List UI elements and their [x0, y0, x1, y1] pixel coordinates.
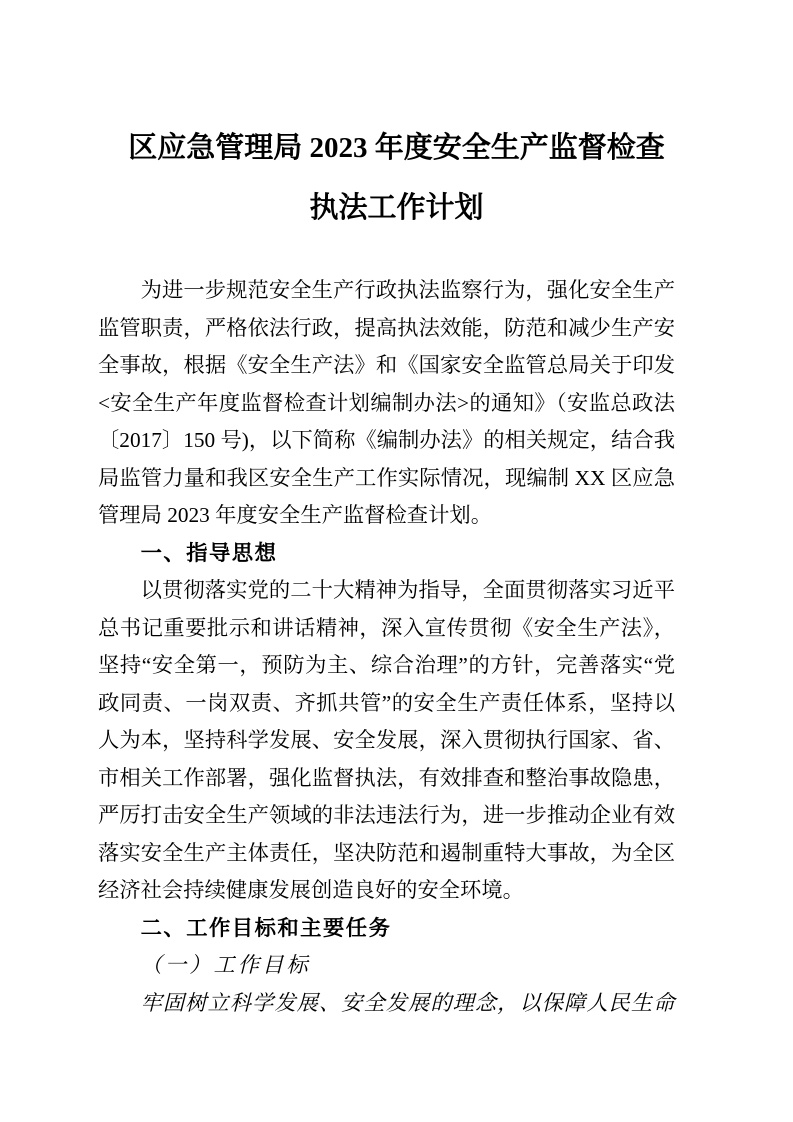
paragraph-work-goal-opening: 牢固树立科学发展、安全发展的理念，以保障人民生命 — [140, 990, 675, 1015]
heading-work-goals-and-tasks: 二、工作目标和主要任务 — [140, 915, 392, 940]
document-title — [0, 0, 793, 238]
document-body — [98, 272, 675, 1022]
heading-guiding-ideology: 一、指导思想 — [140, 540, 278, 565]
document-title-line-2: 执法工作计划 — [309, 192, 484, 224]
paragraph-guiding-ideology: 以贯彻落实党的二十大精神为指导，全面贯彻落实习近平总书记重要批示和讲话精神，深入宣传贯彻《安全生产法》，坚持“安全第一，预防为主、综合治理”的方针，完善落实“党政同责、一岗双责、齐抓共管”的安全生产责任体系，坚持以人为本，坚持科学发展、安全发展，深入贯彻执行国家、省、市相关工作部署，强化监督执法，有效排查和整治事故隐患，严厉打击安全生产领域的非法违法行为，进一步推动企业有效落实安全生产主体责任，坚决防范和遏制重特大事故，为全区经济社会持续健康发展创造良好的安全环境。 — [98, 578, 675, 902]
document-title-line-1: 区应急管理局 2023 年度安全生产监督检查 — [128, 132, 665, 164]
subheading-work-goal: （一）工作目标 — [140, 953, 311, 977]
paragraph-intro: 为进一步规范安全生产行政执法监察行为，强化安全生产监管职责，严格依法行政，提高执法效能，防范和减少生产安全事故，根据《安全生产法》和《国家安全监管总局关于印发<安全生产年度监督检查计划编制办法>的通知》（安监总政法〔2017〕150 号)，以下简称《编制办法》的相关规定，结合我局监管力量和我区安全生产工作实际情况，现编制 XX 区应急管理局 2023 年度安全生产监督检查计划。 — [98, 278, 675, 527]
